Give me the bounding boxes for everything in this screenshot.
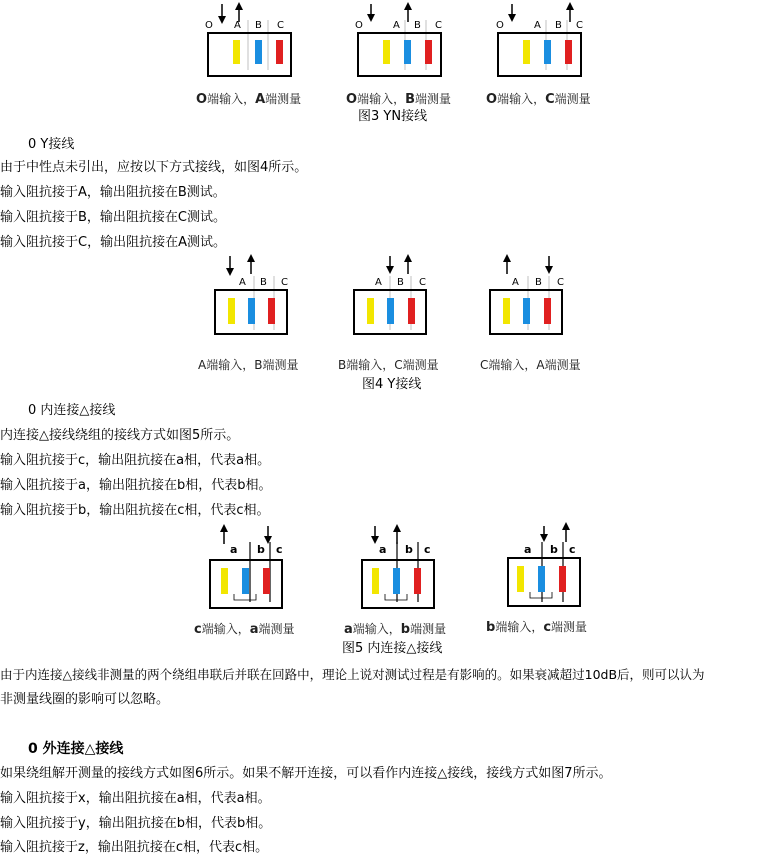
fig4-diagram-3 (490, 254, 564, 334)
terminal-label: B (535, 277, 542, 288)
arrow-up-icon (247, 254, 255, 262)
coil-b (544, 40, 551, 64)
terminal-label: C (435, 20, 442, 31)
coil-a (503, 298, 510, 324)
coil-c (565, 40, 572, 64)
fig3-diagram-1 (205, 2, 291, 76)
arrow-down-icon (540, 534, 548, 542)
arrow-down-icon (545, 266, 553, 274)
terminal-label: b (257, 543, 265, 556)
figure-5-diagrams (0, 518, 784, 618)
coil-b (393, 568, 400, 594)
arrow-down-icon (367, 14, 375, 22)
terminal-label: c (424, 543, 431, 556)
coil-a (221, 568, 228, 594)
terminal-label: C (576, 20, 583, 31)
paragraph: 输入阻抗接于z，输出阻抗接在c相，代表c相。 (0, 840, 269, 855)
arrow-up-icon (393, 524, 401, 532)
fig3-label-3: O端输入，C端测量 (486, 92, 591, 107)
terminal-label: A (534, 20, 541, 31)
section-heading-delta-internal: 0 内连接△接线 (28, 403, 116, 418)
fig3-diagram-2 (355, 2, 442, 76)
terminal-label: A (239, 277, 246, 288)
terminal-label: b (550, 543, 558, 556)
coil-b (387, 298, 394, 324)
arrow-down-icon (508, 14, 516, 22)
coil-c (268, 298, 275, 324)
terminal-label: a (230, 543, 238, 556)
fig5-label-2: a端输入，b端测量 (344, 622, 447, 637)
arrow-up-icon (562, 522, 570, 530)
terminal-label: c (569, 543, 576, 556)
terminal-label: A (512, 277, 519, 288)
coil-b (255, 40, 262, 64)
arrow-down-icon (386, 266, 394, 274)
paragraph: 输入阻抗接于a，输出阻抗接在b相，代表b相。 (0, 478, 272, 493)
arrow-down-icon (218, 16, 226, 24)
terminal-label: B (255, 20, 262, 31)
terminal-label: A (234, 20, 241, 31)
fig5-diagram-3 (508, 522, 580, 606)
terminal-label: O (205, 20, 213, 31)
fig4-diagram-1 (215, 254, 288, 334)
figure-4-caption: 图4 Y接线 (362, 377, 422, 392)
figure-4-diagrams (0, 250, 784, 350)
fig4-label-3: C端输入，A端测量 (480, 358, 581, 372)
coil-b (538, 566, 545, 592)
terminal-label: C (281, 277, 288, 288)
coil-b (248, 298, 255, 324)
coil-a (228, 298, 235, 324)
paragraph: 输入阻抗接于C，输出阻抗接在A测试。 (0, 235, 226, 250)
terminal-label: O (355, 20, 363, 31)
paragraph: 非测量线圈的影响可以忽略。 (0, 692, 170, 707)
fig3-label-2: O端输入，B端测量 (346, 92, 452, 107)
arrow-up-icon (566, 2, 574, 10)
paragraph: 内连接△接线绕组的接线方式如图5所示。 (0, 428, 240, 443)
coil-a (517, 566, 524, 592)
terminal-label: c (276, 543, 283, 556)
paragraph: 输入阻抗接于c，输出阻抗接在a相，代表a相。 (0, 453, 271, 468)
arrow-up-icon (404, 2, 412, 10)
arrow-down-icon (264, 536, 272, 544)
paragraph: 由于中性点未引出，应按以下方式接线，如图4所示。 (0, 160, 308, 175)
fig5-diagram-2 (362, 524, 434, 608)
terminal-label: a (379, 543, 387, 556)
arrow-down-icon (226, 268, 234, 276)
coil-b (242, 568, 249, 594)
paragraph: 如果绕组解开测量的接线方式如图6所示。如果不解开连接，可以看作内连接△接线，接线方式如图7所示。 (0, 766, 612, 781)
arrow-up-icon (404, 254, 412, 262)
coil-b (404, 40, 411, 64)
terminal-label: C (277, 20, 284, 31)
paragraph: 输入阻抗接于A，输出阻抗接在B测试。 (0, 185, 226, 200)
paragraph: 输入阻抗接于y，输出阻抗接在b相，代表b相。 (0, 816, 272, 831)
terminal-label: B (260, 277, 267, 288)
arrow-up-icon (220, 524, 228, 532)
paragraph: 输入阻抗接于x，输出阻抗接在a相，代表a相。 (0, 791, 271, 806)
fig4-label-2: B端输入，C端测量 (338, 358, 439, 372)
coil-a (372, 568, 379, 594)
coil-a (233, 40, 240, 64)
terminal-label: C (557, 277, 564, 288)
coil-c (559, 566, 566, 592)
terminal-label: b (405, 543, 413, 556)
coil-c (414, 568, 421, 594)
paragraph: 输入阻抗接于b，输出阻抗接在c相，代表c相。 (0, 503, 270, 518)
coil-c (544, 298, 551, 324)
terminal-label: O (496, 20, 504, 31)
terminal-label: B (555, 20, 562, 31)
fig5-diagram-1 (210, 524, 283, 608)
section-heading-y: 0 Y接线 (28, 137, 75, 152)
figure-3-caption: 图3 YN接线 (358, 109, 428, 124)
fig5-label-1: c端输入，a端测量 (194, 622, 295, 637)
coil-a (367, 298, 374, 324)
fig3-label-1: O端输入，A端测量 (196, 92, 302, 107)
terminal-label: A (375, 277, 382, 288)
coil-a (523, 40, 530, 64)
fig4-label-1: A端输入，B端测量 (198, 358, 299, 372)
fig3-diagram-3 (496, 2, 583, 76)
paragraph: 输入阻抗接于B，输出阻抗接在C测试。 (0, 210, 226, 225)
terminal-label: A (393, 20, 400, 31)
fig5-label-3: b端输入，c端测量 (486, 620, 588, 635)
arrow-down-icon (371, 536, 379, 544)
coil-c (276, 40, 283, 64)
terminal-label: C (419, 277, 426, 288)
coil-c (425, 40, 432, 64)
figure-5-caption: 图5 内连接△接线 (342, 641, 443, 656)
coil-a (383, 40, 390, 64)
section-heading-delta-external: 0 外连接△接线 (28, 741, 124, 757)
terminal-label: a (524, 543, 532, 556)
terminal-label: B (397, 277, 404, 288)
arrow-up-icon (235, 2, 243, 10)
coil-c (263, 568, 270, 594)
paragraph: 由于内连接△接线非测量的两个绕组串联后并联在回路中，理论上说对测试过程是有影响的。如果衰减超过10dB后，则可以认为 (0, 667, 705, 682)
coil-b (523, 298, 530, 324)
coil-c (408, 298, 415, 324)
terminal-label: B (414, 20, 421, 31)
fig4-diagram-2 (354, 254, 426, 334)
arrow-up-icon (503, 254, 511, 262)
